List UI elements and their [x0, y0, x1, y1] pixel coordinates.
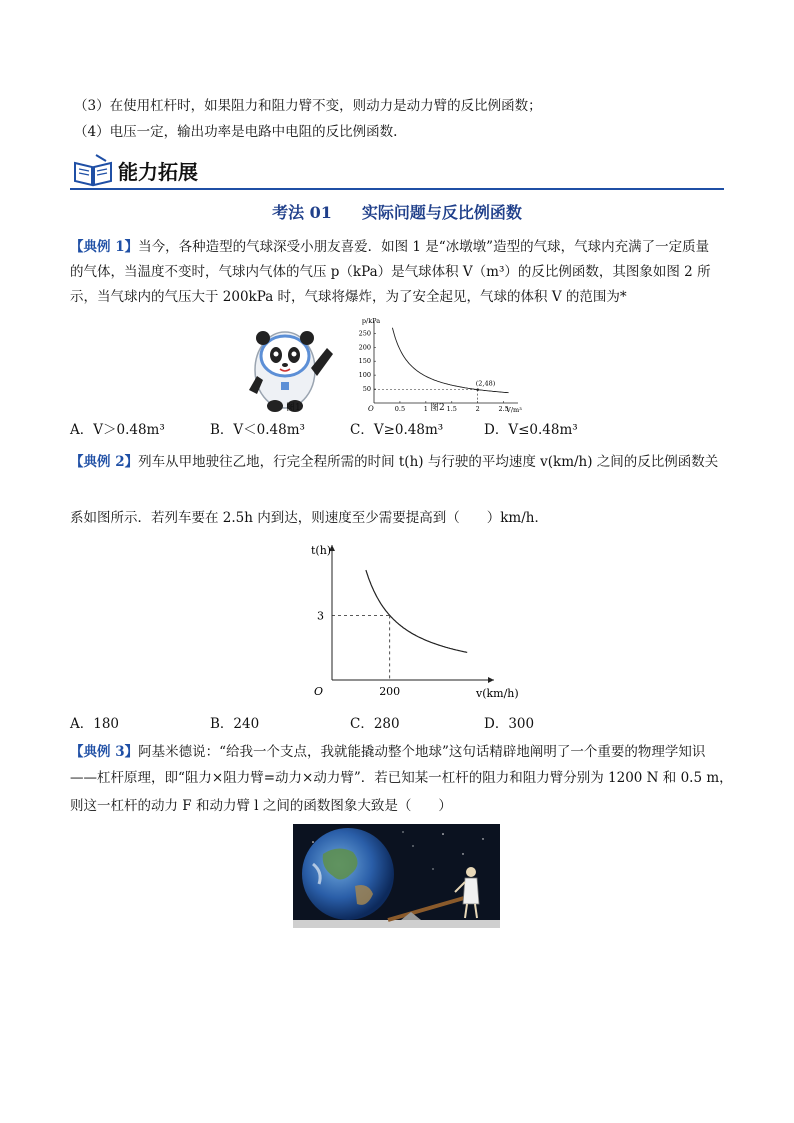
y-tick-label: 50: [362, 385, 371, 394]
example3-line-1: [70, 742, 705, 762]
example2-option-a[interactable]: A．180: [70, 716, 120, 732]
y-tick-label: 3: [317, 609, 324, 623]
time-speed-chart: [300, 540, 519, 710]
y-axis-label: p/kPa: [361, 317, 381, 325]
example2-option-c[interactable]: C．280: [350, 716, 400, 732]
example3-text-1: 阿基米德说：“给我一个支点，我就能撬动整个地球”这句话精辟地阐明了一个重要的物理学知识: [138, 744, 706, 760]
x-tick-label: 200: [379, 685, 401, 698]
x-tick-label: 2: [475, 405, 480, 413]
x-axis-arrow: [488, 677, 494, 683]
x-axis-label: v(km/h): [476, 687, 519, 700]
example1-option-b[interactable]: B．V＜0.48m³: [210, 422, 305, 438]
example1-line-2: 的气体，当温度不变时，气球内气体的气压 p（kPa）是气球体积 V（m³）的反比例函数，其图象如图 2 所: [70, 264, 711, 280]
y-tick-label: 100: [358, 371, 371, 380]
y-tick-label: 150: [358, 357, 371, 366]
x-tick-label: 2.5: [498, 405, 509, 413]
example3-tag: 【典例 3】: [70, 744, 139, 760]
x-axis-label: V/m³: [506, 406, 522, 414]
example1-option-d[interactable]: D．V≤0.48m³: [484, 422, 578, 438]
example2-line-2: 系如图所示．若列车要在 2.5h 内到达，则速度至少需要提高到（ ）km/h．: [70, 510, 548, 526]
intro-item-3: （3）在使用杠杆时，如果阻力和阻力臂不变，则动力是动力臂的反比例函数；: [74, 98, 542, 114]
example2-option-b[interactable]: B．240: [210, 716, 260, 732]
fig1-caption: 图1: [286, 403, 301, 413]
intro-item-4: （4）电压一定，输出功率是电路中电阻的反比例函数.: [74, 124, 398, 140]
archimedes-lever-illustration: [293, 824, 500, 928]
y-axis-label: t(h): [311, 544, 332, 557]
method-title: 实际问题与反比例函数: [361, 203, 522, 222]
example2-tag: 【典例 2】: [70, 454, 139, 470]
section-divider: [70, 188, 724, 190]
section-title: 能力拓展: [118, 160, 198, 184]
y-tick-label: 250: [358, 329, 371, 338]
example3-line-2: ——杠杆原理，即“阻力×阻力臂=动力×动力臂”．若已知某一杠杆的阻力和阻力臂分别为 1200 N 和 0.5 m，: [70, 770, 733, 786]
example1-line-3: 示，当气球内的气压大于 200kPa 时，气球将爆炸，为了安全起见，气球的体积 V 的范围为*: [70, 289, 627, 305]
example1-text-1: 当今，各种造型的气球深受小朋友喜爱．如图 1 是“冰墩墩”造型的气球，气球内充满了一定质量: [138, 239, 710, 255]
x-tick-label: 1.5: [446, 405, 457, 413]
example1-option-c[interactable]: C．V≥0.48m³: [350, 422, 444, 438]
method-label: 考法 01: [272, 203, 332, 222]
example2-option-d[interactable]: D．300: [484, 716, 535, 732]
example2-text-1: 列车从甲地驶往乙地，行完全程所需的时间 t(h) 与行驶的平均速度 v(km/h) 之间的反比例函数关: [138, 454, 719, 470]
curve-series: [366, 570, 467, 652]
data-point: [476, 388, 479, 391]
example3-line-3: 则这一杠杆的动力 F 和动力臂 l 之间的函数图象大致是（ ）: [70, 798, 452, 814]
example1-option-a[interactable]: A．V＞0.48m³: [70, 422, 165, 438]
example2-line-1: [70, 452, 718, 472]
example1-tag: 【典例 1】: [70, 239, 139, 255]
fig2-caption: 图2: [430, 403, 445, 413]
x-tick-label: 0.5: [394, 405, 406, 413]
open-book-icon: [72, 153, 114, 187]
x-tick-label: 1: [423, 405, 428, 413]
method-heading: [0, 200, 794, 223]
example1-line-1: [70, 237, 709, 257]
point-annotation: (2,48): [475, 379, 496, 388]
origin-label: O: [314, 685, 324, 698]
origin-label: O: [368, 405, 374, 413]
y-tick-label: 200: [358, 343, 371, 352]
